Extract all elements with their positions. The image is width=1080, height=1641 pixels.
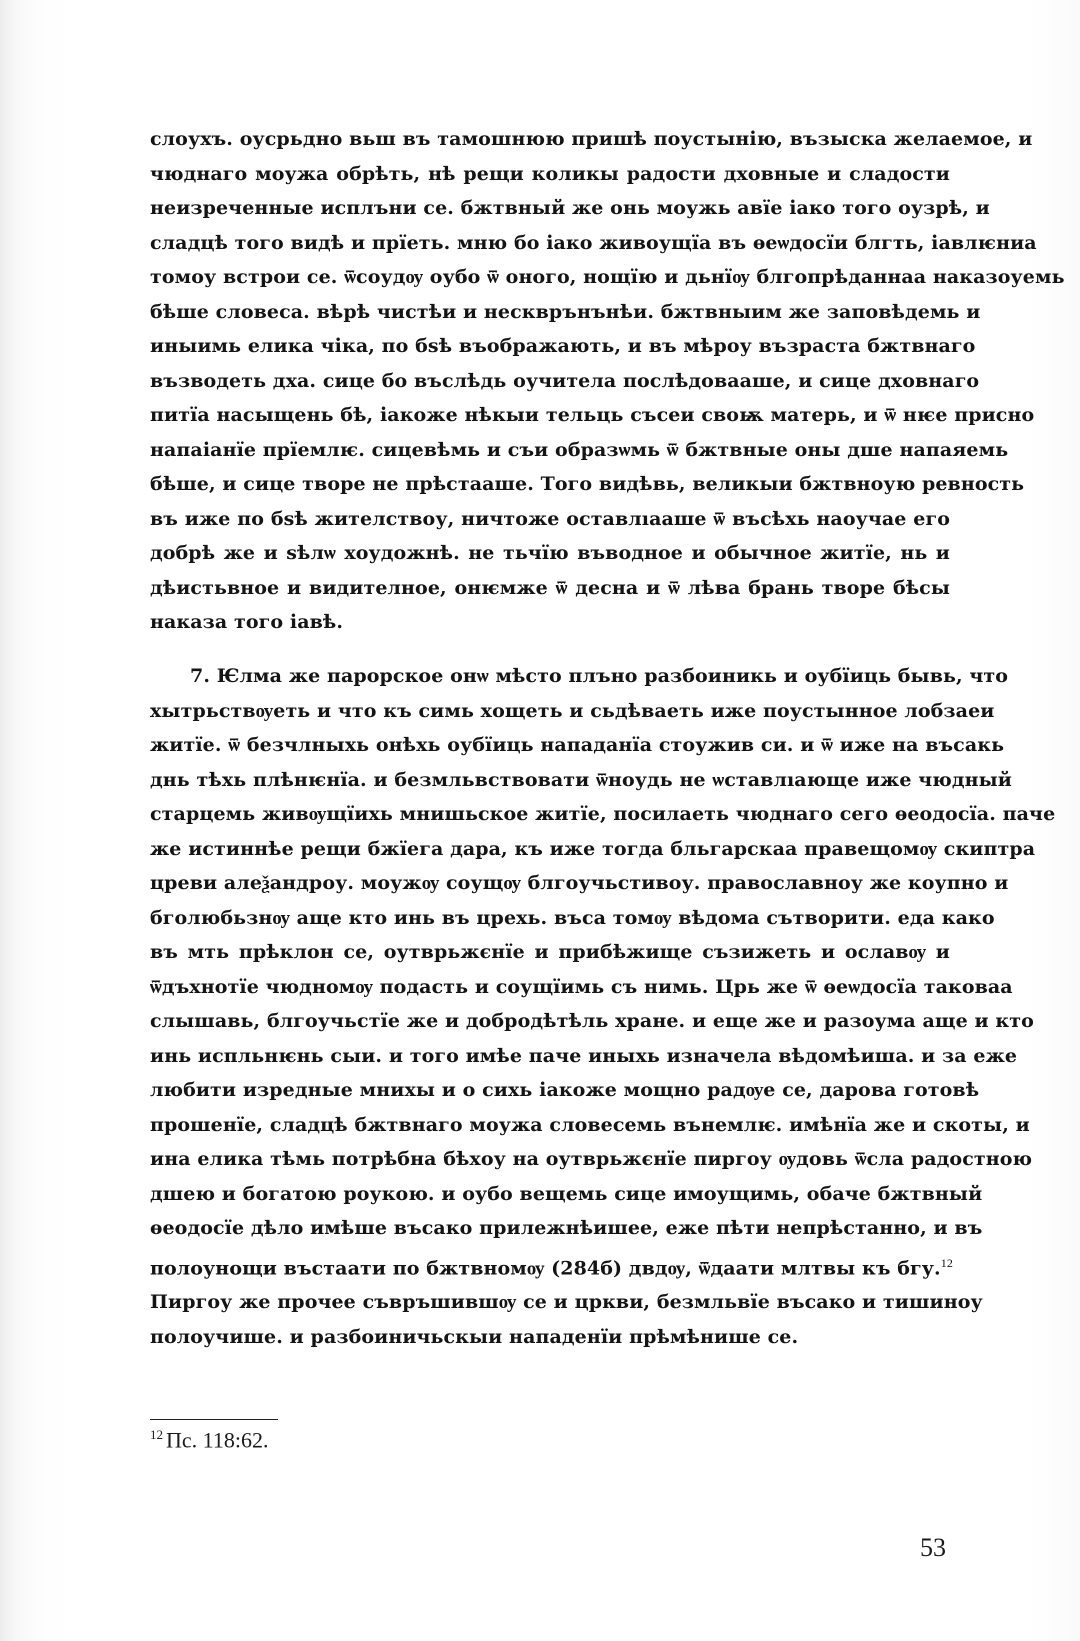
- text-line: ина елика тѣмь потрѣбна бѣхоу на оутврьжєнїе пиргоу ѹдовь ѿсла радостною: [150, 1148, 1033, 1170]
- text-line: [150, 1246, 953, 1286]
- text-line: инь испльнѥнь сыи. и того имѣе паче иныхь изначела вѣдомѣиша. и за еже: [150, 1044, 1018, 1067]
- paragraph-1: [150, 122, 1065, 640]
- text-line: бголюбьзнѹ аще кто инь въ црехь. въса томѹ вѣдома сътворити. еда како: [150, 906, 995, 929]
- text-line: хытрьствѹеть и что къ симь хощеть и сьдѣваеть иже поустынное лобзаеи: [150, 699, 995, 722]
- text-line: слоухъ. оусрьдно вьш въ тамошнюю пришѣ поустынію, възыска желаемое, и: [150, 128, 1033, 150]
- text-line: томоу встрои се. ѿсоудѹ оубо ѿ оного, нощїю и дьнїѹ блгопрѣданнаа наказоуемь: [150, 266, 1065, 288]
- text-line: дшею и богатою роукою. и оубо вещемь сице имоущимь, обаче бжтвный: [150, 1182, 983, 1205]
- footnote-divider: [150, 1419, 278, 1420]
- paragraph-2: [150, 659, 1056, 1354]
- text-line: наказа того іавѣ.: [150, 611, 344, 633]
- text-line: ѳеодосїе дѣло имѣше въсако прилежнѣишее, еже пѣти непрѣстанно, и въ: [150, 1217, 983, 1239]
- text-line: любити изредные мнихы и о сихь іакоже мощно радѹе се, дарова готовѣ: [150, 1079, 980, 1101]
- text-line: бѣше словеса. вѣрѣ чистѣи и нескврънънѣи. бжтвныим же заповѣдемь и: [150, 300, 981, 323]
- text-line: неизреченные исплъни се. бжтвный же онь моужь авїе іако того оузрѣ, и: [150, 197, 990, 219]
- footnote-text: Пс. 118:62.: [166, 1427, 269, 1453]
- text-line: въ мть прѣклон се, оутврьжєнїе и прибѣжище съзижеть и ославѹ и: [150, 941, 950, 963]
- text-line: възводеть дха. сице бо въслѣдь оучитела послѣдоваашe, и сице дховнаго: [150, 369, 980, 392]
- text-line: добрѣ же и ѕѣлѡ хоудожнѣ. не тьчїю въводное и обычное житїе, нь и: [150, 542, 950, 564]
- text-line: напаіанїе прїемлѥ. сицевѣмь и съи образѡмь ѿ бжтвные оны дше напаяемь: [150, 438, 1009, 461]
- text-line: житїе. ѿ безчлныхь онѣхь оубїиць нападанїа стоужив си. и ѿ иже на въсакь: [150, 734, 1005, 756]
- text-line: 7. Ѥлма же парорское онѡ мѣсто плъно разбоиникь и оубїиць бывь, что: [190, 665, 1009, 687]
- footnote-mark: 12: [150, 1427, 163, 1442]
- text-line-content: полоунощи въстаати по бжтвномѹ (284б) двдѹ, ѿдаати млтвы къ бгу.: [150, 1256, 941, 1279]
- text-line: ѿдъхнотїе чюдномѹ подасть и соущїимь съ нимь. Црь же ѿ ѳеѡдосїа таковаа: [150, 975, 1013, 998]
- text-line: старцемь живѹщїихь мнишьское житїе, посилаеть чюднаго сего ѳеодосїа. паче: [150, 803, 1056, 825]
- text-line: въ иже по бѕѣ жителствоу, ничтоже оставлıааше ѿ въсѣхь наоучае его: [150, 507, 950, 530]
- text-line: слышавь, блгоучьстїе же и добродѣтѣль хране. и еще же и разоума аще и кто: [150, 1010, 1034, 1032]
- text-line: же истиннѣе рещи бжїега дара, къ иже тогда бльгарскаа правещомѹ скиптра: [150, 837, 1036, 860]
- footnote: [150, 1427, 268, 1453]
- text-line: иныимь елика чіка, по бѕѣ въображають, и въ мѣроу възраста бжтвнаго: [150, 335, 976, 357]
- text-line: питїа насыщень бѣ, іакоже нѣкыи тельць съсеи своѭ матерь, и ѿ нѥе присно: [150, 404, 1035, 426]
- text-line: чюднаго моужа обрѣть, нѣ рещи коликы радости дховные и сладости: [150, 162, 950, 185]
- text-line: бѣше, и сице творе не прѣстааше. Того видѣвь, великыи бжтвноую ревность: [150, 473, 1025, 495]
- text-line: прошенїе, сладцѣ бжтвнаго моужа словесемь вънемлѥ. имѣнїа же и скоты, и: [150, 1113, 1030, 1136]
- text-line: днь тѣхь плѣнѥнїа. и безмльвствовати ѿноудь не ѡставлıающе иже чюдный: [150, 768, 1012, 791]
- text-line: полоучише. и разбоиничьскыи нападенїи прѣмѣнише се.: [150, 1325, 799, 1348]
- footnote-reference[interactable]: 12: [940, 1255, 953, 1270]
- text-line: сладцѣ того видѣ и прїеть. мню бо іако живоущїа въ ѳеѡдосїи блгть, іавлѥниа: [150, 231, 1037, 254]
- text-line: дѣистьвное и видителное, онѥмже ѿ десна и ѿ лѣва брань творе бѣсы: [150, 576, 950, 599]
- page-number: 53: [920, 1533, 946, 1562]
- text-line: Пиргоу же прочее съвръшившѹ се и цркви, безмльвїе въсако и тишиноу: [150, 1291, 983, 1314]
- text-line: цреви алеѯандроу. моужѹ соущѹ блгоучьстивоу. православноу же коупно и: [150, 872, 1009, 894]
